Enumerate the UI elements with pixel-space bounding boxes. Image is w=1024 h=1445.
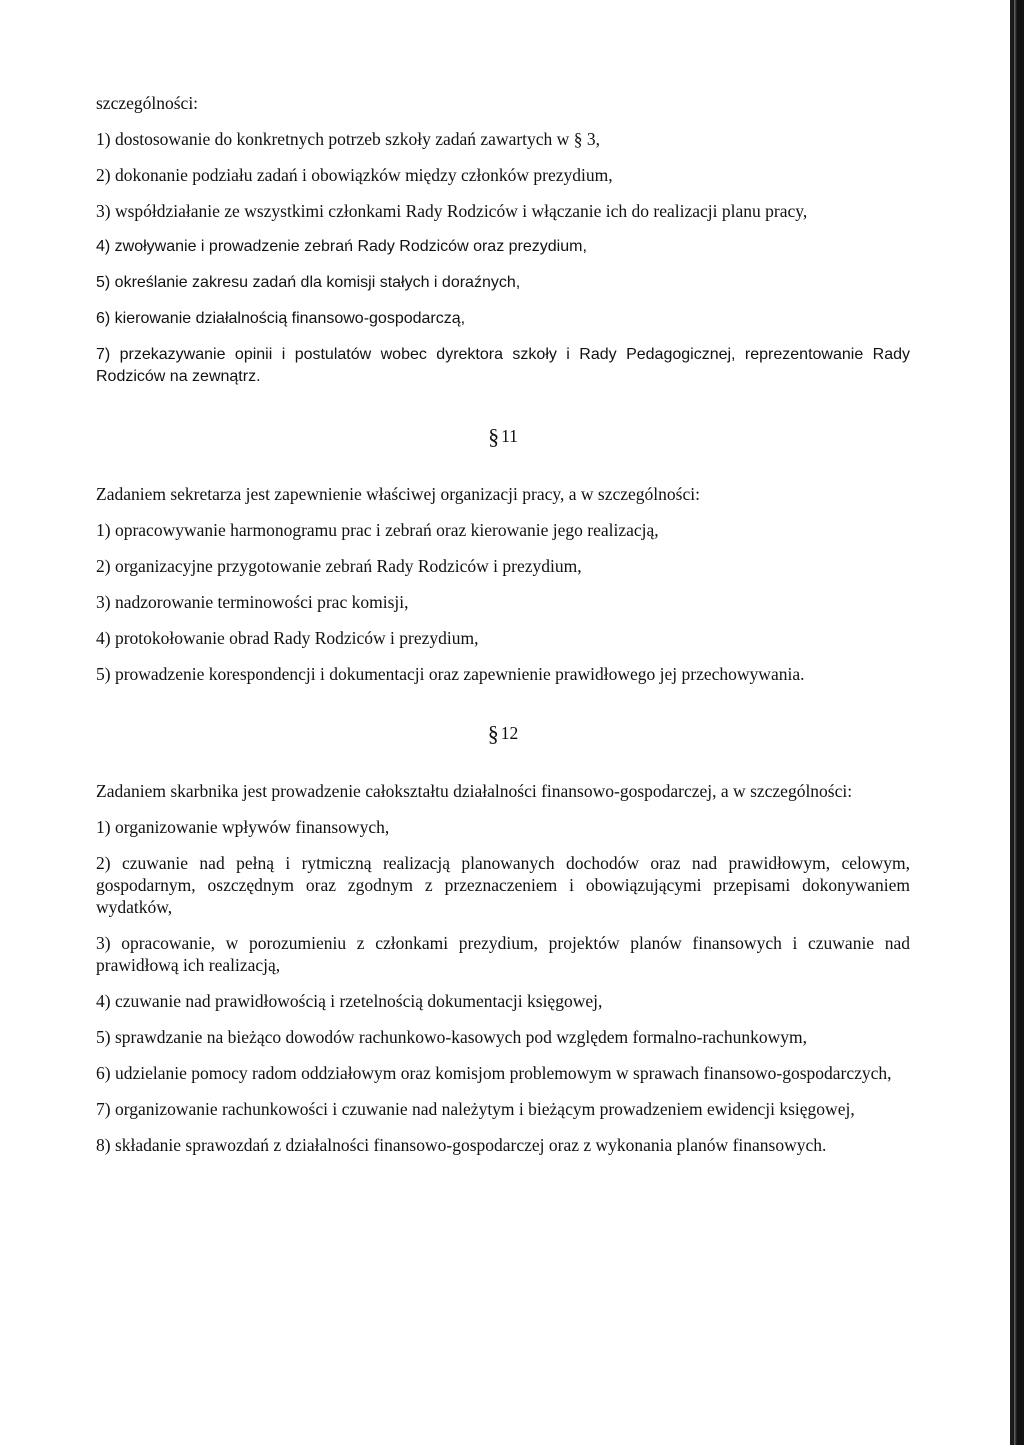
intro-item-3: 3) współdziałanie ze wszystkimi członkami Rady Rodziców i włączanie ich do realizacji planu pracy,	[96, 201, 808, 221]
spacer	[96, 402, 910, 424]
intro-item-6: 6) kierowanie działalnością finansowo-gospodarczą,	[96, 310, 466, 327]
section-number: 12	[500, 723, 519, 743]
spacer	[96, 447, 910, 483]
section-12-item-6: 6) udzielanie pomocy radom oddziałowym oraz komisjom problemowym w sprawach finansowo-gospodarczych,	[96, 1063, 892, 1083]
section-12-heading	[96, 721, 910, 744]
section-12-item-8: 8) składanie sprawozdań z działalności finansowo-gospodarczej oraz z wykonania planów finansowych.	[96, 1135, 827, 1155]
section-11-item-2: 2) organizacyjne przygotowanie zebrań Rady Rodziców i prezydium,	[96, 556, 582, 576]
section-12-item-4: 4) czuwanie nad prawidłowością i rzetelnością dokumentacji księgowej,	[96, 991, 603, 1011]
intro-lead: szczególności:	[96, 93, 199, 113]
spacer	[96, 744, 910, 780]
scan-edge	[1008, 0, 1024, 1445]
document-page	[96, 92, 910, 1170]
section-12-lead: Zadaniem skarbnika jest prowadzenie całokształtu działalności finansowo-gospodarczej, a w szczególności:	[96, 781, 853, 801]
intro-item-2: 2) dokonanie podziału zadań i obowiązków między członków prezydium,	[96, 165, 613, 185]
section-11-item-5: 5) prowadzenie korespondencji i dokumentacji oraz zapewnienie prawidłowego jej przechowywania.	[96, 664, 805, 684]
intro-item-1: 1) dostosowanie do konkretnych potrzeb szkoły zadań zawartych w § 3,	[96, 129, 600, 149]
section-sign: §	[487, 721, 499, 746]
section-sign: §	[488, 424, 500, 449]
intro-item-4: 4) zwoływanie i prowadzenie zebrań Rady Rodziców oraz prezydium,	[96, 238, 587, 255]
section-11-lead: Zadaniem sekretarza jest zapewnienie właściwej organizacji pracy, a w szczególności:	[96, 484, 700, 504]
section-11-item-4: 4) protokołowanie obrad Rady Rodziców i prezydium,	[96, 628, 479, 648]
section-number: 11	[501, 426, 518, 446]
section-12-item-3: 3) opracowanie, w porozumieniu z członkami prezydium, projektów planów finansowych i czuwanie nad prawidłową ich realizacją,	[96, 933, 910, 975]
intro-item-7: 7) przekazywanie opinii i postulatów wobec dyrektora szkoły i Rady Pedagogicznej, reprezentowanie Rady Rodziców na zewnątrz.	[96, 346, 910, 385]
section-11-item-3: 3) nadzorowanie terminowości prac komisji,	[96, 592, 409, 612]
section-11-item-1: 1) opracowywanie harmonogramu prac i zebrań oraz kierowanie jego realizacją,	[96, 520, 659, 540]
intro-item-5: 5) określanie zakresu zadań dla komisji stałych i doraźnych,	[96, 274, 521, 291]
section-12-item-5: 5) sprawdzanie na bieżąco dowodów rachunkowo-kasowych pod względem formalno-rachunkowym,	[96, 1027, 807, 1047]
section-12-item-2: 2) czuwanie nad pełną i rytmiczną realizacją planowanych dochodów oraz nad prawidłowym, celowym, gospodarnym, oszczędnym oraz zgodnym z przeznaczeniem i obowiązującymi przepisami dokonywaniem wydatków,	[96, 853, 910, 917]
section-12-item-7: 7) organizowanie rachunkowości i czuwanie nad należytym i bieżącym prowadzeniem ewidencji księgowej,	[96, 1099, 855, 1119]
section-11-heading	[96, 424, 910, 447]
spacer	[96, 699, 910, 721]
section-12-item-1: 1) organizowanie wpływów finansowych,	[96, 817, 390, 837]
